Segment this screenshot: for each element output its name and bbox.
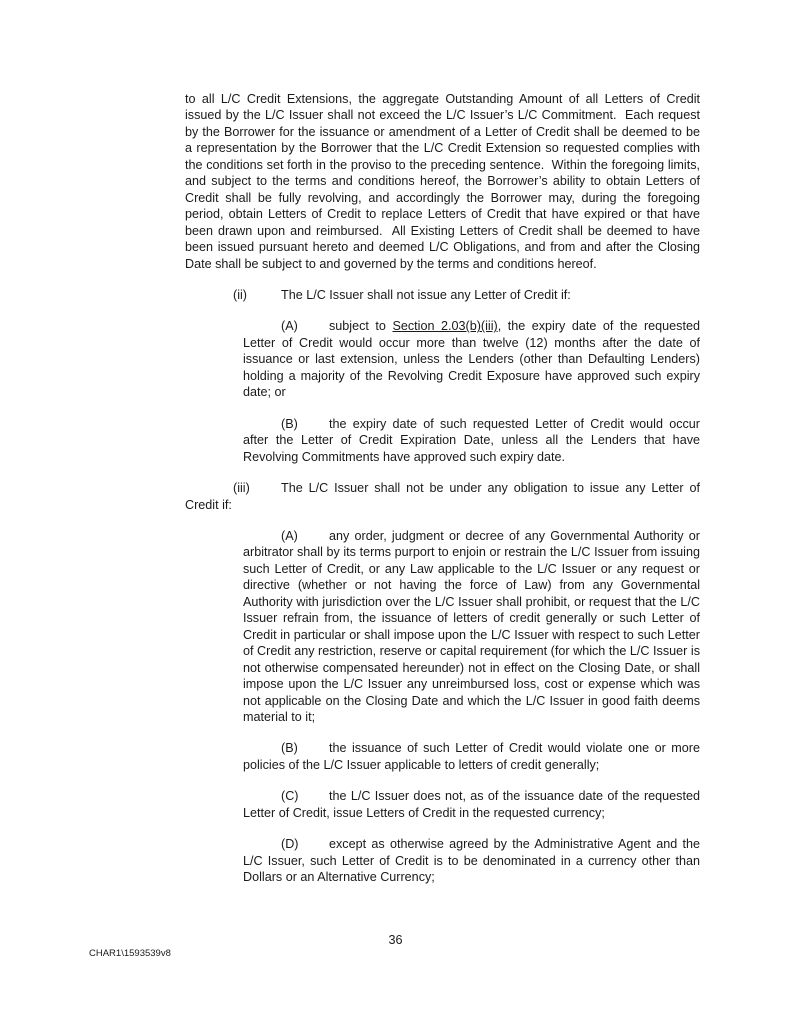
intro-paragraph-text: to all L/C Credit Extensions, the aggregate Outstanding Amount of all Letters of Credit issued by the L/C Issuer shall not exceed the L/C Issuer’s L/C Commitment. Each request by the Borrower for the issuance or amendment of a Letter of Credit shall be deemed to be a representation by the Borrower that the L/C Credit Extension so requested complies with the conditions set forth in the proviso to the preceding sentence. Within the foregoing limits, and subject to the terms and conditions hereof, the Borrower’s ability to obtain Letters of Credit shall be fully revolving, and accordingly the Borrower may, during the foregoing period, obtain Letters of Credit to replace Letters of Credit that have expired or that have been drawn upon and reimbursed. All Existing Letters of Credit shall be deemed to have been issued pursuant hereto and deemed L/C Obligations, and from and after the Closing Date shall be subject to and governed by the terms and conditions hereof. bbox=[185, 92, 704, 271]
clause-ii-text: The L/C Issuer shall not issue any Letter of Credit if: bbox=[281, 287, 571, 302]
clause-ii-sub-a bbox=[243, 318, 704, 400]
section-reference: Section 2.03(b)(iii) bbox=[392, 319, 498, 334]
clause-ii-sub-a-text-after: , the expiry date of the requested Letter of Credit would occur more than twelve (12) months after the date of issuance or last extension, unless the Lenders (other than Defaulting Lenders) holding a majority of the Revolving Credit Exposure have approved such expiry date; or bbox=[243, 319, 704, 400]
clause-iii bbox=[185, 480, 704, 513]
clause-ii-sub-b bbox=[243, 416, 704, 465]
clause-iii-sub-d bbox=[243, 836, 704, 885]
clause-iii-sub-b bbox=[243, 740, 704, 773]
clause-iii-sub-d-label: (D) bbox=[281, 837, 299, 852]
clause-iii-sub-b-label: (B) bbox=[281, 741, 298, 756]
clause-ii-label: (ii) bbox=[233, 287, 247, 302]
clause-ii-sub-b-label: (B) bbox=[281, 416, 298, 431]
clause-iii-sub-b-text: the issuance of such Letter of Credit would violate one or more policies of the L/C Issuer applicable to letters of credit generally; bbox=[243, 741, 704, 772]
clause-iii-sub-c bbox=[243, 788, 704, 821]
intro-paragraph bbox=[185, 91, 704, 272]
clause-ii-sub-a-label: (A) bbox=[281, 319, 298, 334]
clause-iii-sub-a-label: (A) bbox=[281, 528, 298, 543]
clause-iii-sub-a bbox=[243, 528, 704, 725]
clause-iii-sub-c-text: the L/C Issuer does not, as of the issuance date of the requested Letter of Credit, issue Letters of Credit in the requested currency; bbox=[243, 789, 704, 820]
clause-ii bbox=[185, 287, 700, 303]
document-id-stamp: CHAR1\1593539v8 bbox=[89, 948, 171, 959]
page-number: 36 bbox=[388, 933, 403, 947]
document-body bbox=[185, 91, 704, 901]
clause-iii-sub-c-label: (C) bbox=[281, 789, 299, 804]
clause-iii-text: The L/C Issuer shall not be under any obligation to issue any Letter of Credit if: bbox=[185, 481, 704, 512]
clause-iii-label: (iii) bbox=[233, 481, 250, 496]
clause-iii-sub-d-text: except as otherwise agreed by the Administrative Agent and the L/C Issuer, such Letter of Credit is to be denominated in a currency other than Dollars or an Alternative Currency; bbox=[243, 837, 704, 885]
clause-ii-sub-a-text-before: subject to bbox=[329, 319, 393, 334]
clause-ii-sub-b-text: the expiry date of such requested Letter of Credit would occur after the Letter of Credit Expiration Date, unless all the Lenders that have Revolving Commitments have approved such expiry date. bbox=[243, 416, 704, 464]
clause-iii-sub-a-text: any order, judgment or decree of any Governmental Authority or arbitrator shall by its terms purport to enjoin or restrain the L/C Issuer from issuing such Letter of Credit, or any Law applicable to the L/C Issuer or any request or directive (whether or not having the force of Law) from any Governmental Authority with jurisdiction over the L/C Issuer shall prohibit, or request that the L/C Issuer refrain from, the issuance of letters of credit generally or such Letter of Credit in particular or shall impose upon the L/C Issuer with respect to such Letter of Credit any restriction, reserve or capital requirement (for which the L/C Issuer is not otherwise compensated hereunder) not in effect on the Closing Date, or shall impose upon the L/C Issuer any unreimbursed loss, cost or expense which was not applicable on the Closing Date and which the L/C Issuer in good faith deems material to it; bbox=[243, 528, 704, 724]
